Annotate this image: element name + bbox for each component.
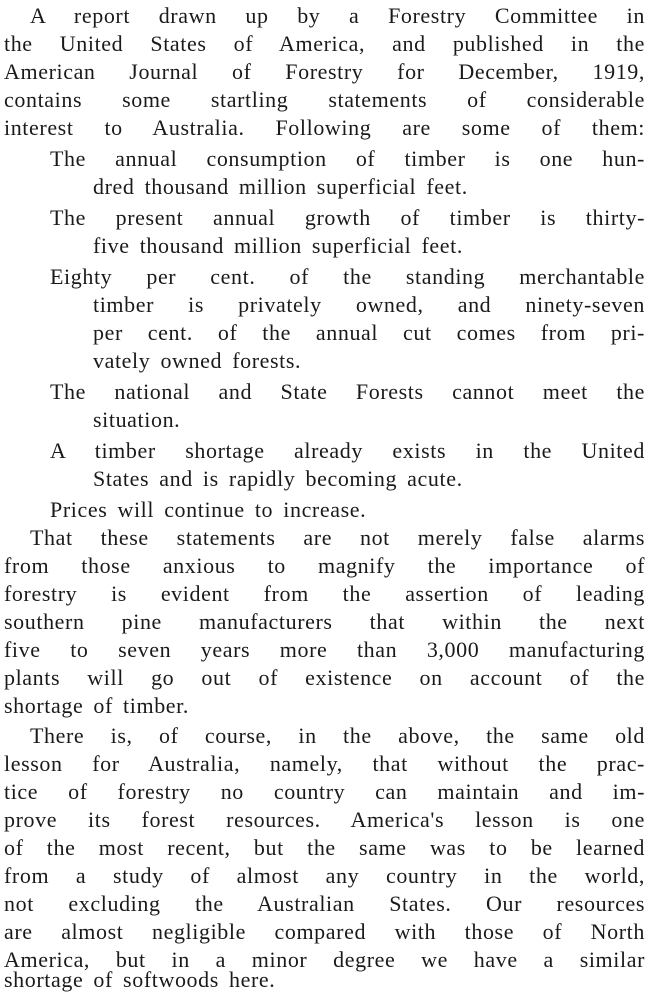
- paragraph-line: shortage of timber.: [4, 693, 189, 718]
- paragraph-line: five to seven years more than 3,000 manufacturing: [4, 637, 645, 662]
- paragraph-line: That these statements are not merely false alarms: [30, 525, 645, 550]
- paragraph-line: America, but in a minor degree we have a similar: [4, 947, 645, 972]
- paragraph-line: forestry is evident from the assertion of leading: [4, 581, 645, 606]
- statement-line: situation.: [93, 407, 181, 432]
- paragraph-line: not excluding the Australian States. Our resources: [4, 891, 645, 916]
- intro-line: the United States of America, and published in the: [4, 31, 645, 56]
- paragraph-line: from a study of almost any country in the world,: [4, 863, 645, 888]
- paragraph-line: of the most recent, but the same was to be learned: [4, 835, 645, 860]
- paragraph-line: plants will go out of existence on account of the: [4, 665, 645, 690]
- statement-line: timber is privately owned, and ninety-seven: [93, 292, 645, 317]
- statement-line: Eighty per cent. of the standing merchantable: [50, 264, 645, 289]
- statement-line: The present annual growth of timber is thirty-: [50, 205, 645, 230]
- intro-line: contains some startling statements of considerable: [4, 87, 645, 112]
- paragraph-line: There is, of course, in the above, the same old: [30, 723, 645, 748]
- statement-line: The national and State Forests cannot meet the: [50, 379, 645, 404]
- statement-line: States and is rapidly becoming acute.: [93, 466, 463, 491]
- paragraph-line: prove its forest resources. America's lesson is one: [4, 807, 645, 832]
- statement-line: vately owned forests.: [93, 348, 302, 373]
- intro-line: American Journal of Forestry for December, 1919,: [4, 59, 645, 84]
- statement-line: The annual consumption of timber is one hun-: [50, 146, 645, 171]
- intro-line: A report drawn up by a Forestry Committee in: [30, 3, 645, 28]
- statement-line: Prices will continue to increase.: [50, 497, 367, 522]
- statement-line: A timber shortage already exists in the United: [50, 438, 645, 463]
- intro-line: interest to Australia. Following are some of them:: [4, 115, 645, 140]
- paragraph-line: tice of forestry no country can maintain and im-: [4, 779, 645, 804]
- statement-line: five thousand million superficial feet.: [93, 233, 463, 258]
- paragraph-line: are almost negligible compared with those of North: [4, 919, 645, 944]
- statement-line: per cent. of the annual cut comes from pri-: [93, 320, 645, 345]
- paragraph-line: southern pine manufacturers that within the next: [4, 609, 645, 634]
- paragraph-line: from those anxious to magnify the importance of: [4, 553, 645, 578]
- paragraph-line: shortage of softwoods here.: [4, 967, 276, 992]
- paragraph-line: lesson for Australia, namely, that without the prac-: [4, 751, 645, 776]
- statement-line: dred thousand million superficial feet.: [93, 174, 468, 199]
